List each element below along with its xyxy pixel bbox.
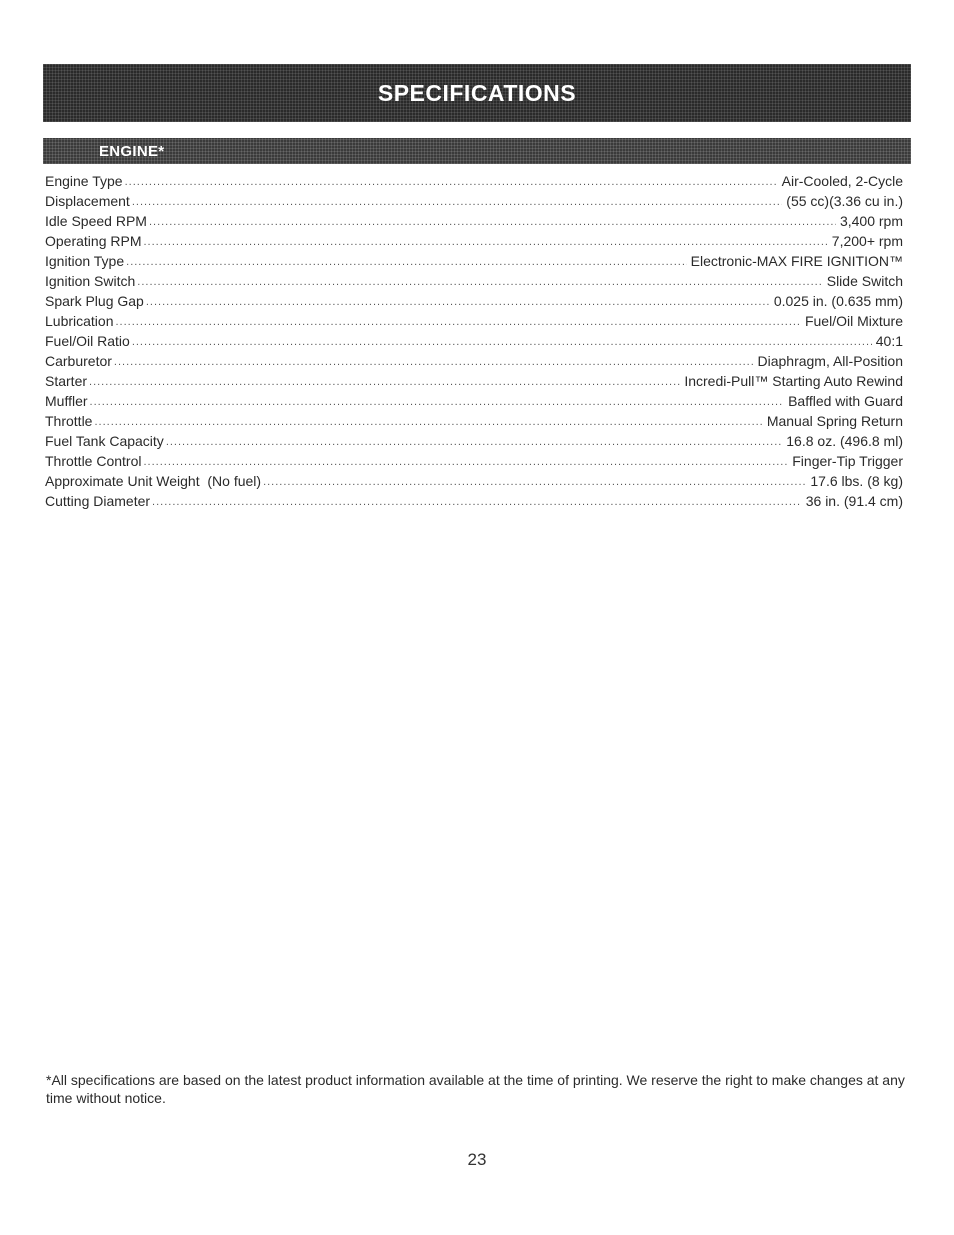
spec-row-fuel-oil-ratio: [45, 331, 903, 351]
spec-label: Carburetor: [45, 353, 112, 369]
spec-label: Ignition Switch: [45, 273, 136, 289]
spec-label: Muffler: [45, 393, 88, 409]
spec-row-spark-plug-gap: [45, 291, 903, 311]
section-title: ENGINE*: [99, 142, 165, 160]
dot-leader: [132, 332, 872, 352]
spec-value: 36 in. (91.4 cm): [805, 493, 903, 509]
spec-label: Spark Plug Gap: [45, 293, 144, 309]
spec-value: (55 cc)(3.36 cu in.): [786, 193, 903, 209]
spec-row-engine-type: [45, 171, 903, 191]
spec-label: Idle Speed RPM: [45, 213, 147, 229]
dot-leader: [143, 232, 827, 252]
spec-label: Starter: [45, 373, 88, 389]
spec-row-carburetor: [45, 351, 903, 371]
spec-label: Cutting Diameter: [45, 493, 151, 509]
spec-row-operating-rpm: [45, 231, 903, 251]
dot-leader: [152, 492, 802, 512]
dot-leader: [166, 432, 782, 452]
dot-leader: [126, 252, 687, 272]
dot-leader: [146, 292, 770, 312]
spec-value: Incredi-Pull™ Starting Auto Rewind: [684, 373, 903, 389]
spec-label: Fuel Tank Capacity: [45, 433, 164, 449]
engine-section-bar: [43, 138, 911, 164]
spec-value: 3,400 rpm: [839, 213, 903, 229]
spec-value: 0.025 in. (0.635 mm): [773, 293, 903, 309]
spec-label: Fuel/Oil Ratio: [45, 333, 130, 349]
spec-row-muffler: [45, 391, 903, 411]
spec-value: 7,200+ rpm: [831, 233, 903, 249]
dot-leader: [149, 212, 836, 232]
spec-value: 40:1: [875, 333, 903, 349]
spec-row-starter: [45, 371, 903, 391]
spec-value: Baffled with Guard: [788, 393, 903, 409]
dot-leader: [94, 412, 762, 432]
dot-leader: [114, 352, 754, 372]
dot-leader: [137, 272, 822, 292]
spec-value: 17.6 lbs. (8 kg): [810, 473, 903, 489]
spec-label: Operating RPM: [45, 233, 142, 249]
spec-label: Displacement: [45, 193, 130, 209]
spec-row-ignition-switch: [45, 271, 903, 291]
dot-leader: [89, 372, 680, 392]
spec-label: Lubrication: [45, 313, 114, 329]
spec-value: Electronic-MAX FIRE IGNITION™: [690, 253, 903, 269]
spec-value: 16.8 oz. (496.8 ml): [786, 433, 903, 449]
spec-row-ignition-type: [45, 251, 903, 271]
dot-leader: [90, 392, 785, 412]
dot-leader: [116, 312, 801, 332]
spec-row-cutting-diameter: [45, 491, 903, 511]
spec-row-throttle: [45, 411, 903, 431]
spec-label: Ignition Type: [45, 253, 125, 269]
spec-label: Engine Type: [45, 173, 123, 189]
spec-row-lubrication: [45, 311, 903, 331]
dot-leader: [143, 452, 788, 472]
spec-row-unit-weight: [45, 471, 903, 491]
spec-row-throttle-control: [45, 451, 903, 471]
spec-label: Approximate Unit Weight (No fuel): [45, 473, 262, 489]
spec-value: Manual Spring Return: [766, 413, 903, 429]
spec-value: Air-Cooled, 2-Cycle: [781, 173, 903, 189]
page-number: 23: [467, 1150, 487, 1169]
spec-value: Slide Switch: [826, 273, 903, 289]
spec-value: Fuel/Oil Mixture: [804, 313, 903, 329]
spec-row-idle-speed: [45, 211, 903, 231]
dot-leader: [125, 172, 778, 192]
dot-leader: [132, 192, 782, 212]
spec-row-fuel-tank-capacity: [45, 431, 903, 451]
specifications-title-bar: [43, 64, 911, 122]
spec-row-displacement: [45, 191, 903, 211]
spec-list: [45, 171, 903, 511]
page-title: SPECIFICATIONS: [377, 79, 577, 106]
footnote: *All specifications are based on the latest product information available at the time of printing. We reserve the right to make changes at any time without notice.: [46, 1072, 905, 1106]
spec-label: Throttle: [45, 413, 93, 429]
spec-label: Throttle Control: [45, 453, 142, 469]
spec-value: Finger-Tip Trigger: [792, 453, 903, 469]
dot-leader: [263, 472, 806, 492]
spec-value: Diaphragm, All-Position: [757, 353, 903, 369]
